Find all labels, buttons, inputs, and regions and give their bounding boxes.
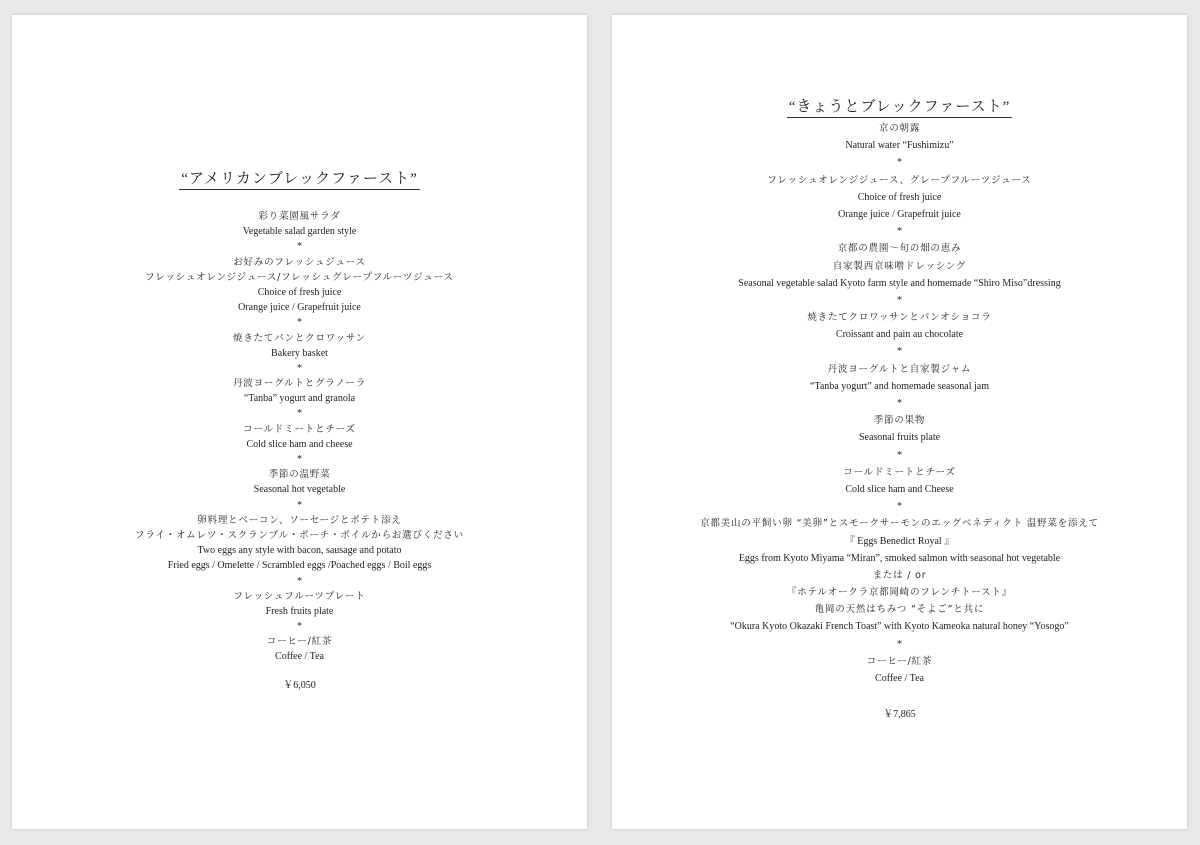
menu-line: 丹波ヨーグルトと自家製ジャム xyxy=(827,363,972,375)
menu-line: フレッシュオレンジジュース、グレープフルーツジュース xyxy=(767,174,1032,186)
menu-line: Orange juice / Grapefruit juice xyxy=(238,302,361,314)
separator-asterisk: * xyxy=(897,346,902,358)
menu-line: 彩り菜園風サラダ xyxy=(258,211,341,222)
separator-asterisk: * xyxy=(297,575,302,587)
menu-line: フレッシュフルーツプレート xyxy=(233,590,366,602)
menu-line: “Tanba yogurt” and homemade seasonal jam xyxy=(810,380,989,392)
menu-line: Two eggs any style with bacon, sausage and potato xyxy=(197,545,402,557)
kyoto-menu-items xyxy=(612,122,1187,685)
separator-asterisk: * xyxy=(897,294,902,306)
kyoto-menu-content xyxy=(612,95,1187,720)
menu-line: フライ・オムレツ・スクランブル・ポーチ・ボイルからお選びください xyxy=(135,529,464,541)
separator-asterisk: * xyxy=(297,408,302,420)
menu-line: 『ホテルオークラ京都岡崎のフレンチトースト』 xyxy=(786,587,1013,599)
menu-line: コーヒー/紅茶 xyxy=(266,636,333,648)
menu-line: Seasonal fruits plate xyxy=(858,432,941,444)
menu-line: Coffee / Tea xyxy=(875,673,924,684)
separator-asterisk: * xyxy=(897,449,902,461)
american-menu-price: ￥6,050 xyxy=(283,679,316,691)
separator-asterisk: * xyxy=(297,499,302,511)
menu-line: Fresh fruits plate xyxy=(265,605,334,617)
menu-line: 焼きたてクロワッサンとパンオショコラ xyxy=(807,312,992,324)
menu-line: Coffee / Tea xyxy=(275,651,324,663)
menu-line: 『 Eggs Benedict Royal 』 xyxy=(844,535,955,547)
menu-line: フレッシュオレンジジュース/フレッシュグレープフルーツジュース xyxy=(145,271,454,283)
menu-line: Seasonal hot vegetable xyxy=(253,484,346,496)
american-menu-items xyxy=(12,210,587,663)
american-menu-content xyxy=(12,167,587,691)
menu-line: Cold slice ham and cheese xyxy=(246,438,353,450)
american-breakfast-menu-page xyxy=(12,15,587,829)
menu-line: “Okura Kyoto Okazaki French Toast” with Kyoto Kameoka natural honey “Yosogo” xyxy=(730,621,1069,633)
menu-line: 卵料理とベーコン、ソーセージとポテト添え xyxy=(197,514,402,526)
separator-asterisk: * xyxy=(297,621,302,633)
menu-line: Vegetable salad garden style xyxy=(242,226,357,238)
separator-asterisk: * xyxy=(897,157,902,169)
separator-asterisk: * xyxy=(897,398,902,409)
menu-line: Natural water “Fushimizu” xyxy=(845,140,954,152)
separator-asterisk: * xyxy=(297,454,302,465)
separator-asterisk: * xyxy=(897,226,902,238)
menu-line: 丹波ヨーグルトとグラノーラ xyxy=(232,378,367,390)
menu-line: 京都美山の平飼い卵 “美卵”とスモークサーモンのエッグベネディクト 温野菜を添えて xyxy=(700,518,1099,530)
separator-asterisk: * xyxy=(297,241,302,253)
menu-line: お好みのフレッシュジュース xyxy=(233,256,366,268)
menu-line: 京都の農園〜旬の畑の恵み xyxy=(837,243,962,255)
menu-line: Orange juice / Grapefruit juice xyxy=(838,208,961,220)
menu-line: 京の朝露 xyxy=(878,123,921,134)
menu-line: 季節の果物 xyxy=(873,415,926,427)
menu-line: Choice of fresh juice xyxy=(257,286,342,298)
menu-line: Fried eggs / Omelette / Scrambled eggs /Poached eggs / Boil eggs xyxy=(167,560,432,572)
menu-line: コールドミートとチーズ xyxy=(243,423,356,435)
menu-line: Bakery basket xyxy=(271,347,328,359)
kyoto-breakfast-menu-page xyxy=(612,15,1187,829)
american-menu-title: “アメリカンブレックファースト” xyxy=(179,167,419,190)
menu-line: コーヒー/紅茶 xyxy=(866,655,933,667)
separator-asterisk: * xyxy=(897,638,902,650)
menu-line: Cold slice ham and Cheese xyxy=(845,483,954,495)
separator-asterisk: * xyxy=(297,317,302,329)
menu-line: 季節の温野菜 xyxy=(268,469,331,481)
menu-line: または / or xyxy=(872,569,927,581)
menu-line: Croissant and pain au chocolate xyxy=(835,329,964,341)
menu-line: コールドミートとチーズ xyxy=(843,466,956,478)
menu-line: “Tanba” yogurt and granola xyxy=(243,393,356,405)
kyoto-menu-title: “きょうとブレックファースト” xyxy=(787,95,1013,118)
kyoto-menu-price: ￥7,865 xyxy=(883,709,916,721)
menu-line: Choice of fresh juice xyxy=(857,191,942,203)
menu-line: 亀岡の天然はちみつ “そよご”と共に xyxy=(814,604,985,616)
separator-asterisk: * xyxy=(897,501,902,513)
menu-line: Seasonal vegetable salad Kyoto farm style and homemade “Shiro Miso”dressing xyxy=(738,277,1061,289)
menu-line: Eggs from Kyoto Miyama “Miran”, smoked salmon with seasonal hot vegetable xyxy=(738,552,1061,564)
menu-line: 焼きたてパンとクロワッサン xyxy=(233,332,366,344)
menu-line: 自家製西京味噌ドレッシング xyxy=(832,260,967,272)
separator-asterisk: * xyxy=(297,362,302,374)
